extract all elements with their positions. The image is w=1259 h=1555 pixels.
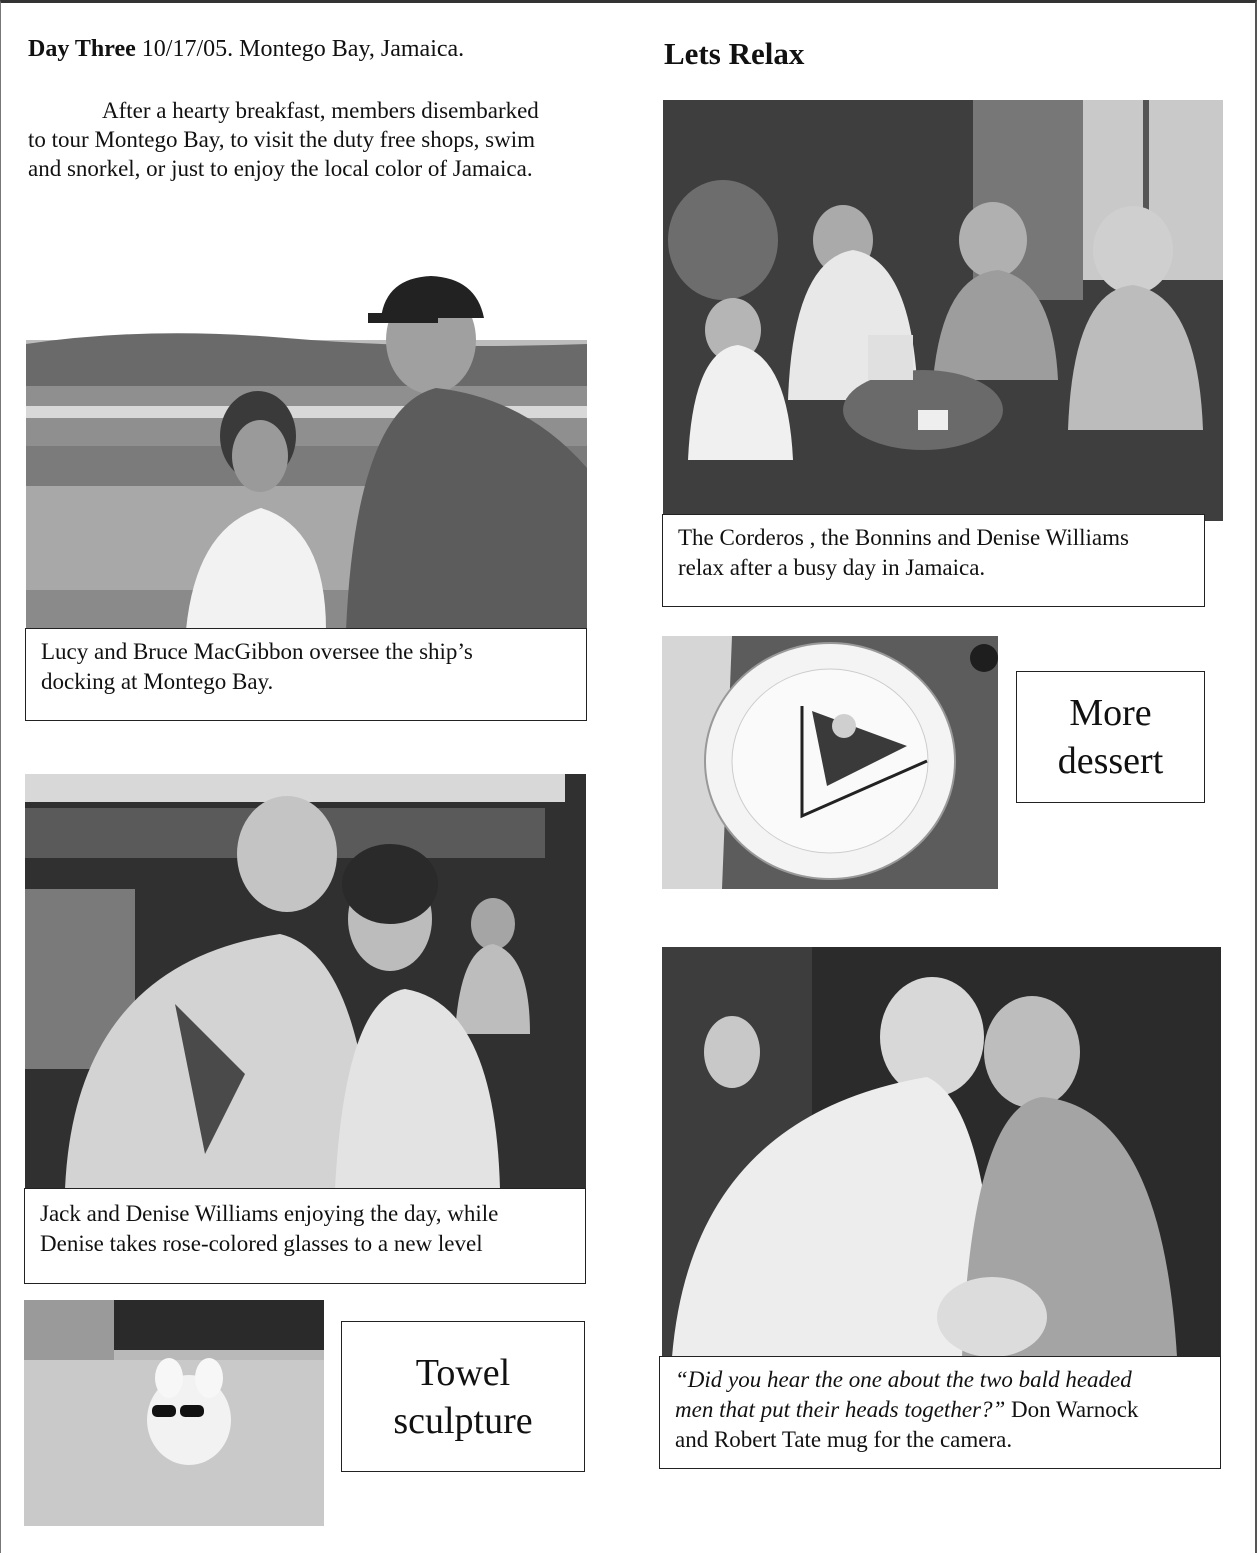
towel-animal-icon xyxy=(24,1300,324,1526)
caption-corderos-line-1: The Corderos , the Bonnins and Denise Williams xyxy=(678,525,1129,550)
towel-box-line-2: sculpture xyxy=(393,1399,533,1442)
intro-line-3: and snorkel, or just to enjoy the local color of Jamaica. xyxy=(28,156,533,181)
caption-bald-quote-end: men that put their heads together?” xyxy=(675,1397,1006,1422)
caption-corderos-line-2: relax after a busy day in Jamaica. xyxy=(678,555,986,580)
photo-williams xyxy=(25,774,586,1189)
caption-bald-line-1: “Did you hear the one about the two bald headed xyxy=(675,1367,1132,1392)
day-label: Day Three xyxy=(28,36,136,62)
towel-box-line-1: Towel xyxy=(415,1351,511,1394)
dessert-box xyxy=(1016,671,1205,803)
two-men-icon xyxy=(662,947,1221,1357)
photo-dessert xyxy=(662,636,998,889)
caption-bald-line-3: and Robert Tate mug for the camera. xyxy=(675,1427,1013,1452)
photo-towel xyxy=(24,1300,324,1526)
dessert-box-line-2: dessert xyxy=(1057,740,1164,782)
photo-relax xyxy=(663,100,1223,521)
caption-macgibbon xyxy=(25,628,587,721)
couple-on-deck-icon xyxy=(26,268,587,630)
caption-williams xyxy=(24,1188,586,1284)
caption-corderos xyxy=(662,514,1205,607)
day-heading xyxy=(28,36,464,63)
intro-line-2: to tour Montego Bay, to visit the duty free shops, swim xyxy=(28,127,536,152)
dessert-box-line-1: More xyxy=(1069,692,1152,734)
group-lounge-icon xyxy=(663,100,1223,521)
caption-macgibbon-line-2: docking at Montego Bay. xyxy=(41,669,274,694)
dessert-plate-icon xyxy=(662,636,998,889)
date-place: 10/17/05. Montego Bay, Jamaica. xyxy=(135,36,465,62)
right-title: Lets Relax xyxy=(664,36,805,71)
caption-williams-line-1: Jack and Denise Williams enjoying the day, while xyxy=(40,1201,499,1226)
caption-williams-line-2: Denise takes rose-colored glasses to a new level xyxy=(40,1231,483,1256)
couple-portrait-icon xyxy=(25,774,586,1189)
intro-line-1: After a hearty breakfast, members disembarked xyxy=(102,98,539,123)
towel-box xyxy=(341,1321,585,1472)
caption-bald-name: Don Warnock xyxy=(1005,1397,1139,1422)
photo-bald xyxy=(662,947,1221,1357)
caption-bald xyxy=(659,1356,1221,1469)
intro-paragraph xyxy=(28,96,588,183)
caption-bald-line-2 xyxy=(675,1395,1220,1425)
photo-macgibbon xyxy=(26,268,587,630)
caption-macgibbon-line-1: Lucy and Bruce MacGibbon oversee the ship’s xyxy=(41,639,473,664)
